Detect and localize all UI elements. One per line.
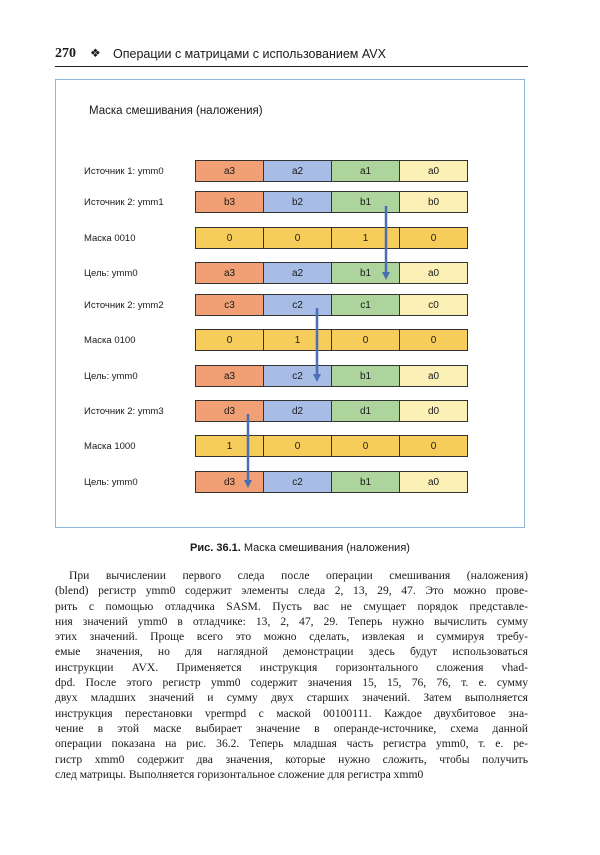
mask-cell: 1 [264,330,332,350]
row-label: Источник 1: ymm0 [84,166,164,177]
register-cell: a0 [400,472,467,492]
register-cell: a2 [264,161,332,181]
register-cell: a3 [196,263,264,283]
register-cell: b3 [196,192,264,212]
text-line: этих значений. Проще всего это можно сделать, извлекая и суммируя требу- [55,630,528,644]
register-cell: b1 [332,366,400,386]
register-cell: d1 [332,401,400,421]
register-cell: c3 [196,295,264,315]
row-label: Источник 2: ymm1 [84,197,164,208]
register-cell: d3 [196,401,264,421]
register-cell: c1 [332,295,400,315]
register-cell: d0 [400,401,467,421]
register-cell: b1 [332,472,400,492]
mask-cell: 0 [400,436,467,456]
text-line: гистр xmm0 содержит два значения, которые нужно сложить, чтобы получить [55,752,528,766]
body-text [55,568,528,782]
register-cell: c2 [264,295,332,315]
register-bar [195,365,468,387]
register-cell: a3 [196,161,264,181]
mask-cell: 0 [332,330,400,350]
header-separator-icon: ❖ [90,46,101,60]
chapter-title: Операции с матрицами с использованием AVX [113,47,386,61]
register-cell: a1 [332,161,400,181]
register-bar [195,160,468,182]
register-cell: d3 [196,472,264,492]
text-line: инструкции AVX. Применяется инструкция горизонтального сложения vhad- [55,660,528,674]
row-label: Цель: ymm0 [84,477,138,488]
text-line: двух младших значений и сумму двух старших значений. Затем выполняется [55,691,528,705]
register-cell: b0 [400,192,467,212]
figure-caption [0,542,600,554]
blend-mask-figure [55,79,525,528]
mask-bar [195,329,468,351]
caption-text: Маска смешивания (наложения) [243,542,410,554]
register-cell: a0 [400,366,467,386]
row-label: Маска 0100 [84,335,136,346]
register-cell: d2 [264,401,332,421]
text-line: операции показана на рис. 36.2. Теперь младшая часть регистра ymm0, т. е. ре- [55,737,528,751]
register-cell: c0 [400,295,467,315]
mask-cell: 0 [264,228,332,248]
mask-cell: 0 [400,330,467,350]
register-bar [195,400,468,422]
text-line: инструкция перестановки vpermpd с маской 00100111. Каждое двухбитовое зна- [55,706,528,720]
mask-cell: 1 [196,436,264,456]
row-label: Цель: ymm0 [84,371,138,382]
row-label: Цель: ymm0 [84,268,138,279]
register-cell: b1 [332,263,400,283]
mask-cell: 0 [196,228,264,248]
register-cell: c2 [264,366,332,386]
text-line: dpd. После этого регистр ymm0 содержит значения 15, 15, 76, 76, т. е. сумму [55,676,528,690]
text-line: чение в этой маске выбирает значение в операнде-источнике, схема данной [55,721,528,735]
row-label: Маска 1000 [84,441,136,452]
row-label: Маска 0010 [84,233,136,244]
register-cell: a2 [264,263,332,283]
text-line: емые значения, но для наглядной демонстрации здесь будут использоваться [55,645,528,659]
register-cell: a3 [196,366,264,386]
row-label: Источник 2: ymm3 [84,406,164,417]
mask-cell: 0 [400,228,467,248]
text-line: (blend) регистр ymm0 содержит элементы следа 2, 13, 29, 47. Это можно прове- [55,584,528,598]
register-cell: a0 [400,263,467,283]
register-cell: c2 [264,472,332,492]
register-cell: a0 [400,161,467,181]
mask-bar [195,227,468,249]
mask-bar [195,435,468,457]
register-bar [195,294,468,316]
mask-cell: 1 [332,228,400,248]
register-bar [195,262,468,284]
row-label: Источник 2: ymm2 [84,300,164,311]
register-cell: b1 [332,192,400,212]
text-line: ния значений ymm0 в отладчике: 13, 2, 47, 29. Теперь нужно вычислить сумму [55,614,528,628]
register-cell: b2 [264,192,332,212]
text-line: след матрицы. Выполняется горизонтальное сложение для регистра xmm0 [55,767,424,781]
mask-cell: 0 [332,436,400,456]
mask-cell: 0 [264,436,332,456]
page-number: 270 [55,46,76,61]
running-header [55,44,528,67]
register-bar [195,191,468,213]
mask-cell: 0 [196,330,264,350]
figure-title: Маска смешивания (наложения) [89,105,263,117]
text-line: рить с помощью отладчика SASM. Пусть вас не смущает порядок представле- [55,599,528,613]
text-line: При вычислении первого следа после операции смешивания (наложения) [69,569,528,582]
register-bar [195,471,468,493]
caption-label: Рис. 36.1. [190,542,241,554]
